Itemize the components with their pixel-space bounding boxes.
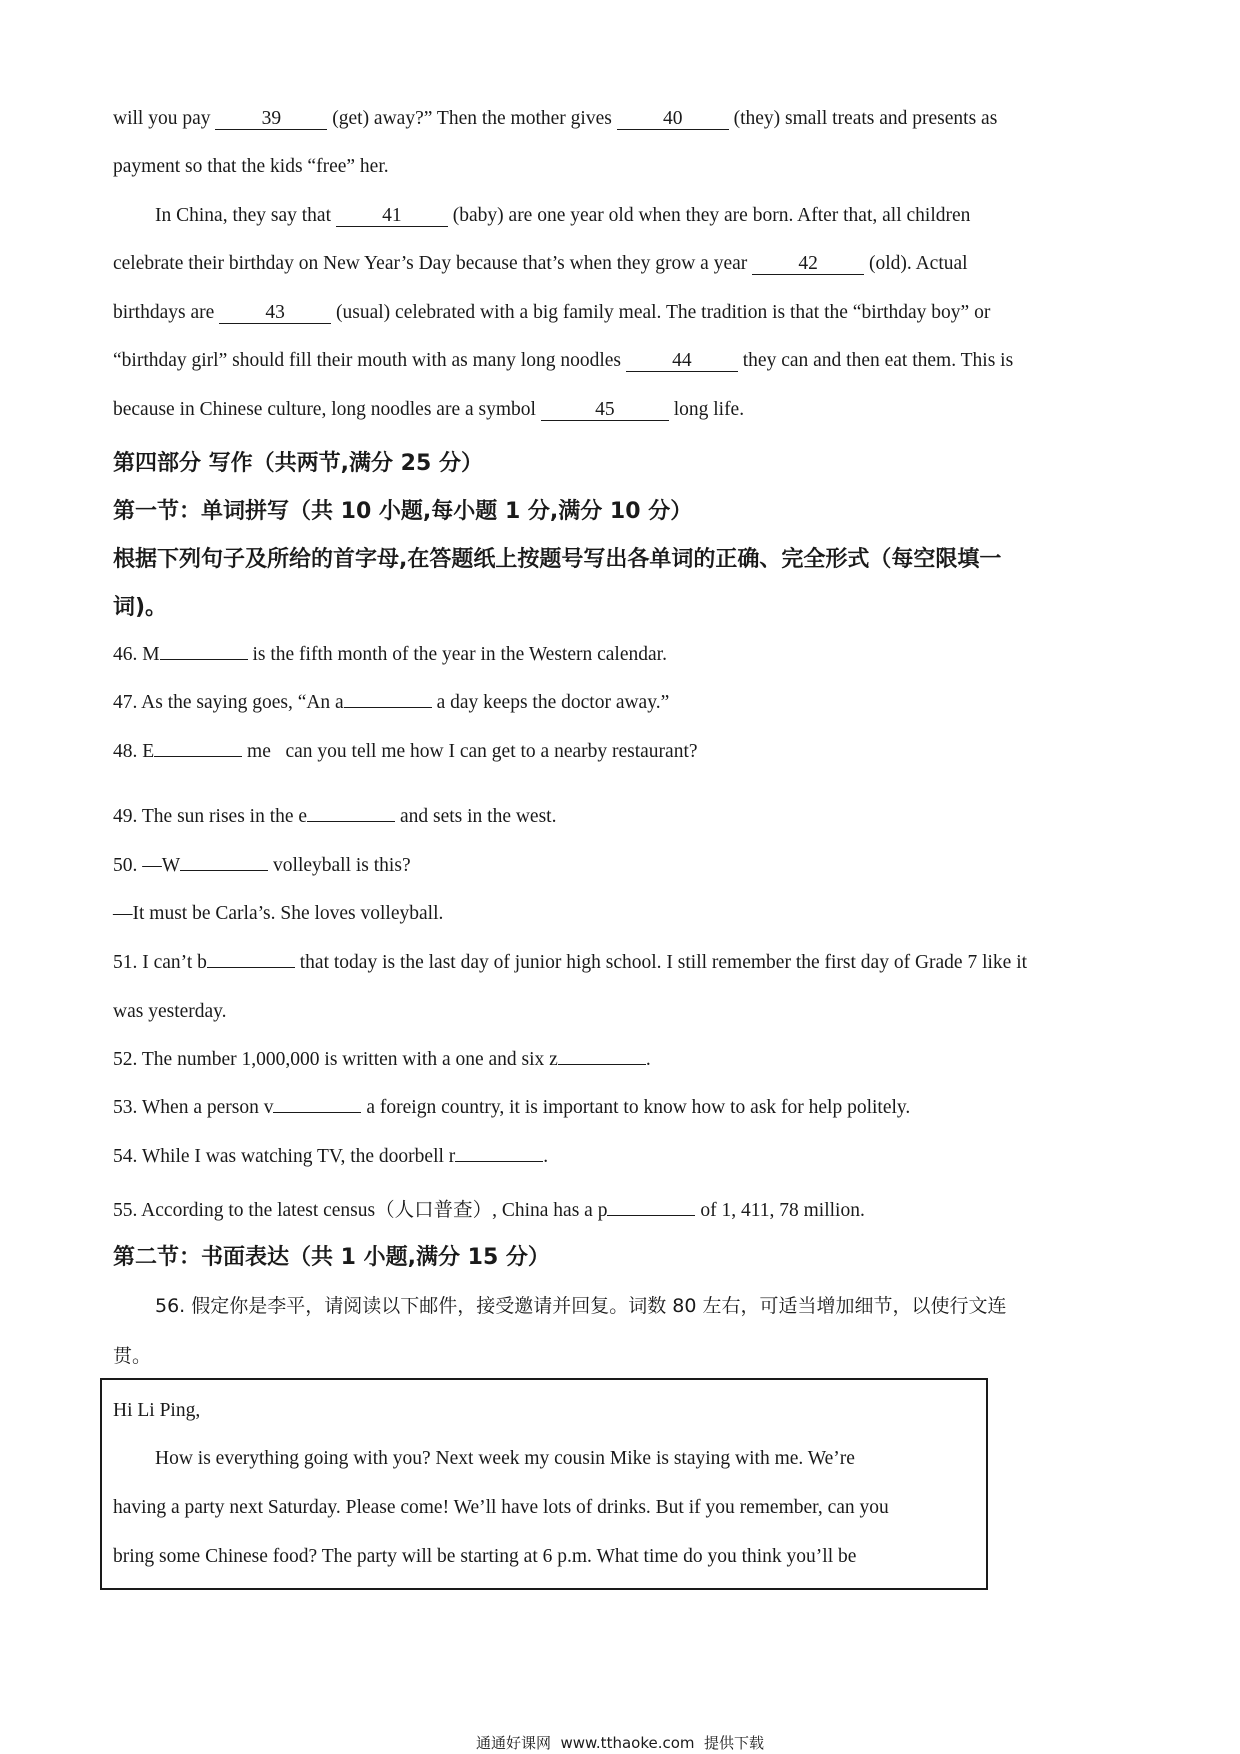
cloze-text: “birthday girl” should fill their mouth with as many long noodles bbox=[113, 350, 626, 371]
question-text: and sets in the west. bbox=[395, 806, 557, 827]
cloze-line-7 bbox=[113, 399, 744, 421]
answer-blank-52[interactable] bbox=[558, 1064, 646, 1065]
blank-41[interactable]: 41 bbox=[336, 205, 448, 227]
question-text: a foreign country, it is important to know how to ask for help politely. bbox=[361, 1097, 911, 1118]
question-50-reply: —It must be Carla’s. She loves volleyball. bbox=[113, 903, 444, 924]
answer-blank-46[interactable] bbox=[160, 659, 248, 660]
blank-39[interactable]: 39 bbox=[215, 108, 327, 130]
cloze-text: (usual) celebrated with a big family meal. The tradition is that the “birthday boy” or bbox=[336, 302, 991, 323]
question-56-prompt-cont: 贯。 bbox=[113, 1345, 152, 1367]
question-53 bbox=[113, 1097, 910, 1119]
cloze-text: birthdays are bbox=[113, 302, 220, 323]
question-48 bbox=[113, 741, 698, 763]
answer-blank-53[interactable] bbox=[273, 1112, 361, 1113]
section2-title: 第二节：书面表达（共 1 小题,满分 15 分） bbox=[113, 1245, 550, 1270]
cloze-text: In China, they say that bbox=[155, 205, 336, 226]
question-text: 53. When a person v bbox=[113, 1097, 274, 1118]
answer-blank-54[interactable] bbox=[455, 1161, 543, 1162]
cloze-line-3 bbox=[155, 205, 970, 227]
cloze-text: because in Chinese culture, long noodles are a symbol bbox=[113, 399, 541, 420]
cloze-text: will you pay bbox=[113, 108, 216, 129]
question-50 bbox=[113, 855, 411, 877]
question-text: . bbox=[645, 1049, 651, 1070]
cloze-text: (get) away?” Then the mother gives bbox=[332, 108, 617, 129]
cloze-text: long life. bbox=[673, 399, 745, 420]
cloze-text: they can and then eat them. This is bbox=[742, 350, 1014, 371]
question-55 bbox=[113, 1194, 865, 1222]
blank-40[interactable]: 40 bbox=[617, 108, 729, 130]
answer-blank-47[interactable] bbox=[344, 707, 432, 708]
question-text: 55. According to the latest census（人口普查）, China has a p bbox=[113, 1200, 608, 1221]
instructions-line-1: 根据下列句子及所给的首字母,在答题纸上按题号写出各单词的正确、完全形式（每空限填一 bbox=[113, 547, 1002, 572]
question-text: me can you tell me how I can get to a nearby restaurant? bbox=[242, 741, 698, 762]
cloze-text: (they) small treats and presents as bbox=[733, 108, 998, 129]
question-text: 47. As the saying goes, “An a bbox=[113, 692, 344, 713]
cloze-text: (old). Actual bbox=[869, 253, 968, 274]
question-56-prompt: 56. 假定你是李平，请阅读以下邮件，接受邀请并回复。词数 80 左右，可适当增加细节，以使行文连 bbox=[155, 1295, 1007, 1317]
question-text: 46. M bbox=[113, 644, 160, 665]
cloze-text: celebrate their birthday on New Year’s Day because that’s when they grow a year bbox=[113, 253, 753, 274]
blank-42[interactable]: 42 bbox=[752, 253, 864, 275]
answer-blank-49[interactable] bbox=[307, 821, 395, 822]
letter-line-3: bring some Chinese food? The party will be starting at 6 p.m. What time do you think you’ll be bbox=[113, 1546, 857, 1567]
question-text: 48. E bbox=[113, 741, 155, 762]
letter-line-1: How is everything going with you? Next week my cousin Mike is staying with me. We’re bbox=[155, 1448, 855, 1469]
answer-blank-48[interactable] bbox=[154, 756, 242, 757]
question-46 bbox=[113, 644, 667, 666]
answer-blank-51[interactable] bbox=[207, 967, 295, 968]
question-51-cont: was yesterday. bbox=[113, 1001, 227, 1022]
question-text: 54. While I was watching TV, the doorbell r bbox=[113, 1146, 456, 1167]
blank-44[interactable]: 44 bbox=[626, 350, 738, 372]
answer-blank-55[interactable] bbox=[607, 1215, 695, 1216]
letter-line-2: having a party next Saturday. Please come! We’ll have lots of drinks. But if you remember, can you bbox=[113, 1497, 889, 1518]
answer-blank-50[interactable] bbox=[180, 870, 268, 871]
page-footer: 通通好课网 www.tthaoke.com 提供下载 bbox=[475, 1734, 765, 1752]
question-text: that today is the last day of junior high school. I still remember the first day of Grade 7 like it bbox=[294, 952, 1028, 973]
question-text: of 1, 411, 78 million. bbox=[695, 1200, 865, 1221]
cloze-line-1 bbox=[113, 108, 997, 130]
cloze-line-4 bbox=[113, 253, 968, 275]
question-text: a day keeps the doctor away.” bbox=[431, 692, 670, 713]
part4-title: 第四部分 写作（共两节,满分 25 分） bbox=[113, 451, 483, 476]
blank-43[interactable]: 43 bbox=[219, 302, 331, 324]
question-49 bbox=[113, 806, 556, 828]
question-text: volleyball is this? bbox=[268, 855, 411, 876]
question-text: 51. I can’t b bbox=[113, 952, 207, 973]
cloze-line-2: payment so that the kids “free” her. bbox=[113, 156, 389, 177]
question-text: is the fifth month of the year in the Western calendar. bbox=[247, 644, 667, 665]
question-51 bbox=[113, 952, 1027, 974]
question-text: 49. The sun rises in the e bbox=[113, 806, 308, 827]
cloze-line-6 bbox=[113, 350, 1013, 372]
letter-greeting: Hi Li Ping, bbox=[113, 1400, 201, 1421]
question-54 bbox=[113, 1146, 548, 1168]
question-text: 52. The number 1,000,000 is written with a one and six z bbox=[113, 1049, 558, 1070]
cloze-text: (baby) are one year old when they are born. After that, all children bbox=[452, 205, 971, 226]
question-52 bbox=[113, 1049, 651, 1071]
question-text: . bbox=[543, 1146, 549, 1167]
instructions-line-2: 词)。 bbox=[113, 595, 168, 620]
cloze-line-5 bbox=[113, 302, 990, 324]
blank-45[interactable]: 45 bbox=[541, 399, 669, 421]
question-47 bbox=[113, 692, 669, 714]
section1-title: 第一节：单词拼写（共 10 小题,每小题 1 分,满分 10 分） bbox=[113, 499, 693, 524]
question-text: 50. —W bbox=[113, 855, 181, 876]
